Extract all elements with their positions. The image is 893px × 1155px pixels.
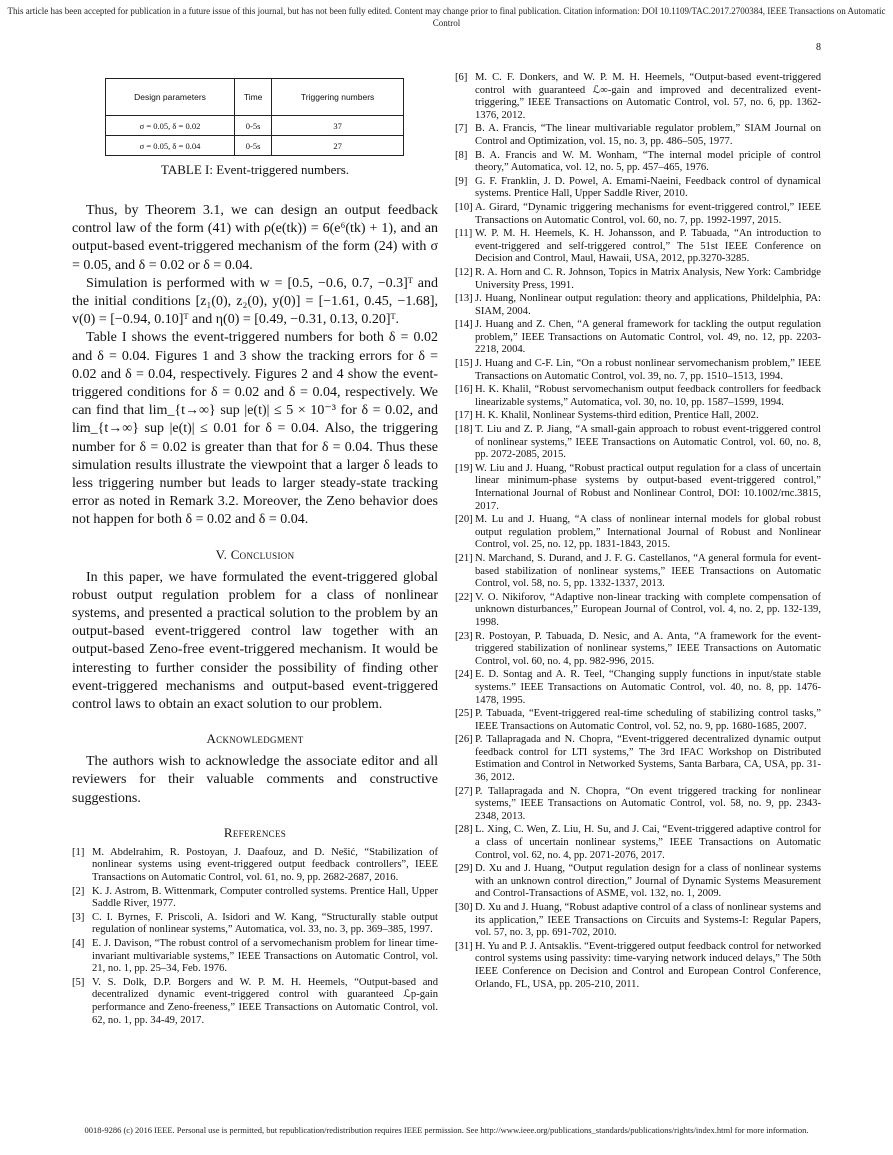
reference-number: [24] [455, 669, 473, 681]
table-cell: 0-5s [235, 116, 272, 136]
references-list-left [72, 847, 438, 1027]
reference-text: B. A. Francis, “The linear multivariable regulator problem,” SIAM Journal on Control and Optimization, vol. 15, no. 3, pp. 486–505, 1977. [475, 123, 821, 147]
reference-item [455, 902, 821, 940]
reference-item [72, 847, 438, 885]
reference-text: B. A. Francis and W. M. Wonham, “The internal model priciple of control theory,” Automatica, vol. 12, no. 5, pp. 457–465, 1976. [475, 149, 821, 174]
reference-item [455, 708, 821, 733]
reference-item [455, 358, 821, 383]
reference-text: L. Xing, C. Wen, Z. Liu, H. Su, and J. Cai, “Event-triggered adaptive control for a class of uncertain nonlinear systems,” IEEE Transactions on Automatic Control, vol. 62, no. 4, pp. 2071-2076, 2017. [475, 824, 821, 861]
reference-number: [21] [455, 552, 473, 564]
left-column [72, 72, 438, 1028]
reference-item [455, 631, 821, 669]
reference-item [455, 424, 821, 462]
reference-text: E. D. Sontag and A. R. Teel, “Changing supply functions in input/state stable systems.” IEEE Transactions on Automatic Control, vol. 40, no. 8, pp. 1476-1478, 1995. [475, 669, 821, 706]
reference-item [455, 319, 821, 357]
reference-item [455, 293, 821, 318]
reference-text: J. Huang and Z. Chen, “A general framework for tackling the output regulation problem,” IEEE Transactions on Automatic Control, vol. 49, no. 12, pp. 2203-2218, 2004. [475, 319, 821, 356]
reference-number: [2] [72, 885, 85, 897]
reference-text: E. J. Davison, “The robust control of a servomechanism problem for linear time-invariant multivariable systems,” IEEE Transactions on Automatic Control, vol. 21, no. 1, pp. 25–34, Feb. 1976. [92, 938, 438, 975]
reference-text: M. C. F. Donkers, and W. P. M. H. Heemels, “Output-based event-triggered control with guaranteed ℒ∞-gain and improved and decentralized event-triggering,” IEEE Transactions on Automatic Control, vol. 57, no. 6, pp. 1362-1376, 2012. [475, 72, 821, 121]
reference-number: [23] [455, 630, 473, 642]
table-header-row [106, 79, 404, 116]
reference-number: [10] [455, 201, 473, 213]
reference-item [455, 384, 821, 409]
references-list-right [455, 72, 821, 991]
acknowledgment-paragraph: The authors wish to acknowledge the associate editor and all reviewers for their valuable comments and constructive suggestions. [72, 754, 438, 806]
reference-text: N. Marchand, S. Durand, and J. F. G. Castellanos, “A general formula for event-based stabilization of nonlinear systems,” IEEE Transactions on Automatic Control, vol. 58, no. 5, pp. 1332-1337, 2013. [475, 552, 821, 590]
reference-item [455, 228, 821, 266]
reference-text: D. Xu and J. Huang, “Output regulation design for a class of nonlinear systems with an unknown control direction,” Journal of Dynamic Systems Measurement and Control-Transactions of ASME, vol. 132, no. 1, 2009. [475, 863, 821, 900]
reference-item [455, 734, 821, 784]
reference-item [72, 938, 438, 976]
reference-number: [4] [72, 938, 85, 950]
reference-item [455, 150, 821, 175]
reference-item [455, 824, 821, 862]
table-cell: σ = 0.05, δ = 0.04 [106, 136, 235, 156]
reference-number: [14] [455, 319, 473, 331]
reference-text: R. A. Horn and C. R. Johnson, Topics in Matrix Analysis, New York: Cambridge University Press, 1991. [475, 266, 821, 291]
reference-item [455, 72, 821, 122]
triggering-table [105, 78, 404, 156]
reference-number: [28] [455, 824, 473, 836]
reference-number: [30] [455, 902, 473, 913]
reference-item [72, 912, 438, 937]
reference-number: [8] [455, 149, 468, 161]
reference-number: [11] [455, 228, 473, 240]
reference-text: W. Liu and J. Huang, “Robust practical output regulation for a class of uncertain linear minimum-phase systems by output-based event-triggered control,” International Journal of Robust and Nonlinear Control, DOI: 10.1002/rnc.3815, 2017. [475, 462, 821, 512]
reference-item [455, 176, 821, 201]
reference-text: V. S. Dolk, D.P. Borgers and W. P. M. H. Heemels, “Output-based and decentralized dynamic event-triggered control with guaranteed ℒp-gain performance and Zeno-freeness,” IEEE Transactions on Automatic Control, vol. 62, no. 1, pp. 34-49, 2017. [92, 976, 438, 1026]
reference-item [455, 669, 821, 707]
reference-number: [12] [455, 266, 473, 278]
table-cell: 0-5s [235, 136, 272, 156]
reference-number: [18] [455, 424, 473, 436]
copyright-footer: 0018-9286 (c) 2016 IEEE. Personal use is permitted, but republication/redistribution requires IEEE permission. See http://www.ieee.org/publications_standards/publications/rights/index.html for more information. [84, 1125, 809, 1135]
table-cell: σ = 0.05, δ = 0.02 [106, 116, 235, 136]
reference-number: [29] [455, 863, 473, 875]
reference-text: A. Girard, “Dynamic triggering mechanisms for event-triggered control,” IEEE Transactions on Automatic Control, vol. 60, no. 7, pp. 1992-1997, 2015. [475, 201, 821, 226]
reference-number: [26] [455, 734, 473, 746]
reference-number: [25] [455, 708, 473, 720]
conclusion-paragraph: In this paper, we have formulated the event-triggered global robust output regulation problem for a class of nonlinear systems, and presented a practical solution to the problem by an output-based event-triggered control law together with an output-based Zeno-free event-triggered mechanism. It would be interesting to further consider the possibility of finding other event-triggered mechanisms and output-based event-triggered control laws to obtain an exact solution to our problem. [72, 569, 438, 713]
reference-item [455, 553, 821, 591]
acknowledgment-heading: Acknowledgment [206, 731, 304, 747]
reference-number: [27] [455, 785, 473, 797]
reference-text: J. Huang and C-F. Lin, “On a robust nonlinear servomechanism problem,” IEEE Transactions on Automatic Control, vol. 39, no. 7, pp. 1510–1513, 1994. [475, 358, 821, 382]
reference-number: [17] [455, 410, 473, 422]
reference-number: [22] [455, 591, 473, 603]
reference-number: [5] [72, 976, 85, 988]
table-header-cell: Design parameters [106, 79, 235, 116]
reference-item [72, 886, 438, 911]
reference-number: [31] [455, 940, 473, 952]
reference-item [455, 410, 821, 423]
table-cell: 37 [272, 116, 404, 136]
table-header-cell: Time [235, 79, 272, 116]
reference-item [72, 977, 438, 1027]
reference-number: [13] [455, 293, 473, 305]
reference-number: [19] [455, 462, 473, 474]
reference-text: H. K. Khalil, “Robust servomechanism output feedback controllers for feedback linearizable systems,” Automatica, vol. 30, no. 10, pp. 1587–1599, 1994. [475, 384, 821, 408]
body-paragraph: Simulation is performed with w = [0.5, −0.6, 0.7, −0.3]ᵀ and the initial conditions [z₁(0), z₂(0), y(0)] = [−1.61, 0.45, −1.68], v(0) = [−0.94, 0.10]ᵀ and η(0) = [0.49, −0.31, 0.13, 0.20]ᵀ. [72, 275, 438, 328]
reference-number: [6] [455, 72, 468, 83]
body-paragraph: Thus, by Theorem 3.1, we can design an output feedback control law of the form (41) with ρ(e(tk)) = 6(e⁶(tk) + 1), and an output-based event-triggered mechanism of the form (24) with σ = 0.05, and δ = 0.02 or δ = 0.04. [72, 203, 438, 273]
table-header-cell: Triggering numbers [272, 79, 404, 116]
table-cell: 27 [272, 136, 404, 156]
reference-text: R. Postoyan, P. Tabuada, D. Nesic, and A. Anta, “A framework for the event-triggered stabilization of nonlinear systems,” IEEE Transactions on Automatic Control, vol. 60, no. 4, pp. 982-996, 2015. [475, 630, 821, 667]
publication-banner: This article has been accepted for publication in a future issue of this journal, but has not been fully edited. Content may change prior to final publication. Citation information: DOI 10.1109/TAC.2017.2700384, IEEE Transactions on Automatic Control [7, 6, 886, 28]
table-caption: TABLE I: Event-triggered numbers. [160, 162, 350, 177]
right-column [455, 72, 821, 992]
reference-item [455, 863, 821, 901]
reference-item [455, 786, 821, 824]
table-row [106, 116, 404, 136]
reference-text: P. Tallapragada and N. Chopra, “On event triggered tracking for nonlinear systems,” IEEE Transactions on Automatic Control, vol. 58, no. 9, pp. 2343-2348, 2013. [475, 785, 821, 822]
reference-item [455, 123, 821, 148]
conclusion-heading: V. Conclusion [215, 546, 295, 562]
reference-item [455, 267, 821, 292]
reference-number: [20] [455, 514, 473, 526]
reference-text: P. Tabuada, “Event-triggered real-time scheduling of stabilizing control tasks,” IEEE Transactions on Automatic Control, vol. 52, no. 9, pp. 1680-1685, 2007. [475, 708, 821, 732]
reference-text: V. O. Nikiforov, “Adaptive non-linear tracking with complete compensation of unknown disturbances,” European Journal of Control, vol. 4, no. 2, pp. 132-139, 1998. [475, 591, 821, 628]
reference-number: [15] [455, 358, 473, 370]
reference-number: [9] [455, 175, 468, 187]
reference-text: M. Abdelrahim, R. Postoyan, J. Daafouz, and D. Nešić, “Stabilization of nonlinear systems using event-triggered output feedback controllers”, IEEE Transactions on Automatic Control, vol. 61, no. 9, pp. 2682-2687, 2016. [92, 846, 438, 884]
page-number: 8 [816, 42, 821, 53]
reference-text: J. Huang, Nonlinear output regulation: theory and applications, Phildelphia, PA: SIAM, 2004. [475, 293, 821, 317]
reference-number: [1] [72, 846, 85, 858]
reference-text: W. P. M. H. Heemels, K. H. Johansson, and P. Tabuada, “An introduction to event-triggered and self-triggered control,” The 51st IEEE Conference on Decision and Control, Maul, Hawaii, USA, 2012, pp.3270-3285. [475, 228, 821, 265]
body-paragraph: Table I shows the event-triggered numbers for both δ = 0.02 and δ = 0.04. Figures 1 and 3 show the tracking errors for δ = 0.02 and δ = 0.04, respectively. Figures 2 and 4 show the event-triggered conditions for δ = 0.02 and δ = 0.04, respectively. We can find that lim_{t→∞} sup |e(t)| ≤ 5 × 10⁻³ for δ = 0.02, and lim_{t→∞} sup |e(t)| ≤ 0.01 for δ = 0.04. Also, the triggering number for δ = 0.02 is greater than that for δ = 0.04. Thus these simulation results illustrate the viewpoint that a larger δ leads to less triggering number but leads to larger steady-state tracking error as noted in Remark 3.2. Moreover, the Zeno behavior does not happen for both δ = 0.02 and δ = 0.04. [72, 330, 438, 528]
reference-number: [16] [455, 384, 473, 396]
reference-text: H. K. Khalil, Nonlinear Systems-third edition, Prentice Hall, 2002. [475, 410, 759, 422]
reference-text: H. Yu and P. J. Antsaklis. “Event-triggered output feedback control for networked control systems using passivity: time-varying network induced delays,” The 50th IEEE Conference on Decision and Control and European Control Conference, Orlando, FL, USA, pp. 205-210, 2011. [475, 940, 821, 990]
reference-text: T. Liu and Z. P. Jiang, “A small-gain approach to robust event-triggered control of nonlinear systems,” IEEE Transactions on Automatic Control, vol. 60, no. 8, pp. 2072-2085, 2015. [475, 424, 821, 461]
reference-item [455, 941, 821, 991]
reference-text: C. I. Byrnes, F. Priscoli, A. Isidori and W. Kang, “Structurally stable output regulation of nonlinear systems,” Automatica, vol. 33, no. 3, pp. 369–385, 1997. [92, 911, 438, 936]
reference-item [455, 514, 821, 552]
reference-text: M. Lu and J. Huang, “A class of nonlinear internal models for global robust output regulation problem,” International Journal of Robust and Nonlinear Control, vol. 25, no. 12, pp. 1831-1843, 2015. [475, 514, 821, 551]
reference-number: [7] [455, 123, 468, 135]
reference-item [455, 202, 821, 227]
table-row [106, 136, 404, 156]
reference-item [455, 592, 821, 630]
reference-text: K. J. Astrom, B. Wittenmark, Computer controlled systems. Prentice Hall, Upper Saddle River, 1977. [92, 885, 438, 910]
references-heading: References [223, 824, 287, 840]
reference-text: P. Tallapragada and N. Chopra, “Event-triggered decentralized dynamic output feedback control for LTI systems,” The 3rd IFAC Workshop on Distributed Estimation and Control in Networked Systems, Santa Barbara, CA, USA, pp. 31-36, 2012. [475, 734, 821, 784]
reference-number: [3] [72, 911, 85, 923]
reference-item [455, 463, 821, 513]
reference-text: G. F. Franklin, J. D. Powel, A. Emami-Naeini, Feedback control of dynamical systems. Prentice Hall, Upper Saddle River, 2010. [475, 175, 821, 200]
reference-text: D. Xu and J. Huang, “Robust adaptive control of a class of nonlinear systems and its application,” IEEE Transactions on Circuits and Systems-I: Regular Papers, vol. 57, no. 3, pp. 691-702, 2010. [475, 902, 821, 939]
